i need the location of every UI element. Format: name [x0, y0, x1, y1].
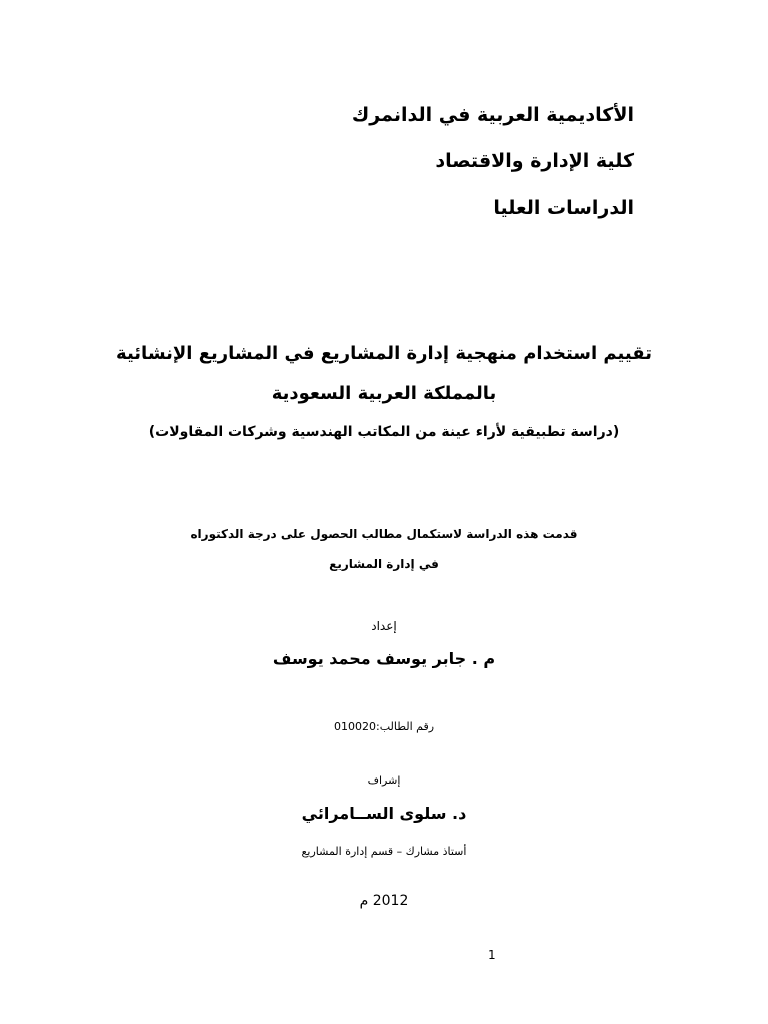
thesis-subtitle: (دراسة تطبيقية لأراء عينة من المكاتب الهندسية وشركات المقاولات): [148, 424, 620, 440]
submission-statement: قدمت هذه الدراسة لاستكمال مطالب الحصول على درجة الدكتوراه: [190, 527, 578, 541]
prepared-by-label: إعداد: [371, 619, 397, 633]
department-name: الدراسات العليا: [493, 197, 634, 219]
degree-field: في إدارة المشاريع: [329, 557, 439, 571]
publication-year: 2012 م: [359, 893, 409, 909]
thesis-title-line-1: تقييم استخدام منهجية إدارة المشاريع في المشاريع الإنشائية: [116, 343, 652, 364]
supervision-label: إشراف: [367, 774, 401, 787]
supervisor-position: أستاذ مشارك – قسم إدارة المشاريع: [301, 845, 467, 858]
supervisor-name: د. سلوى الســامرائي: [301, 804, 467, 823]
student-number: رقم الطالب:010020: [333, 720, 435, 733]
faculty-name: كلية الإدارة والاقتصاد: [435, 150, 634, 172]
page-number: 1: [488, 948, 496, 962]
author-name: م . جابر يوسف محمد يوسف: [272, 649, 496, 668]
thesis-title-line-2: بالمملكة العربية السعودية: [271, 383, 497, 404]
academy-name: الأكاديمية العربية في الدانمرك: [351, 104, 634, 126]
